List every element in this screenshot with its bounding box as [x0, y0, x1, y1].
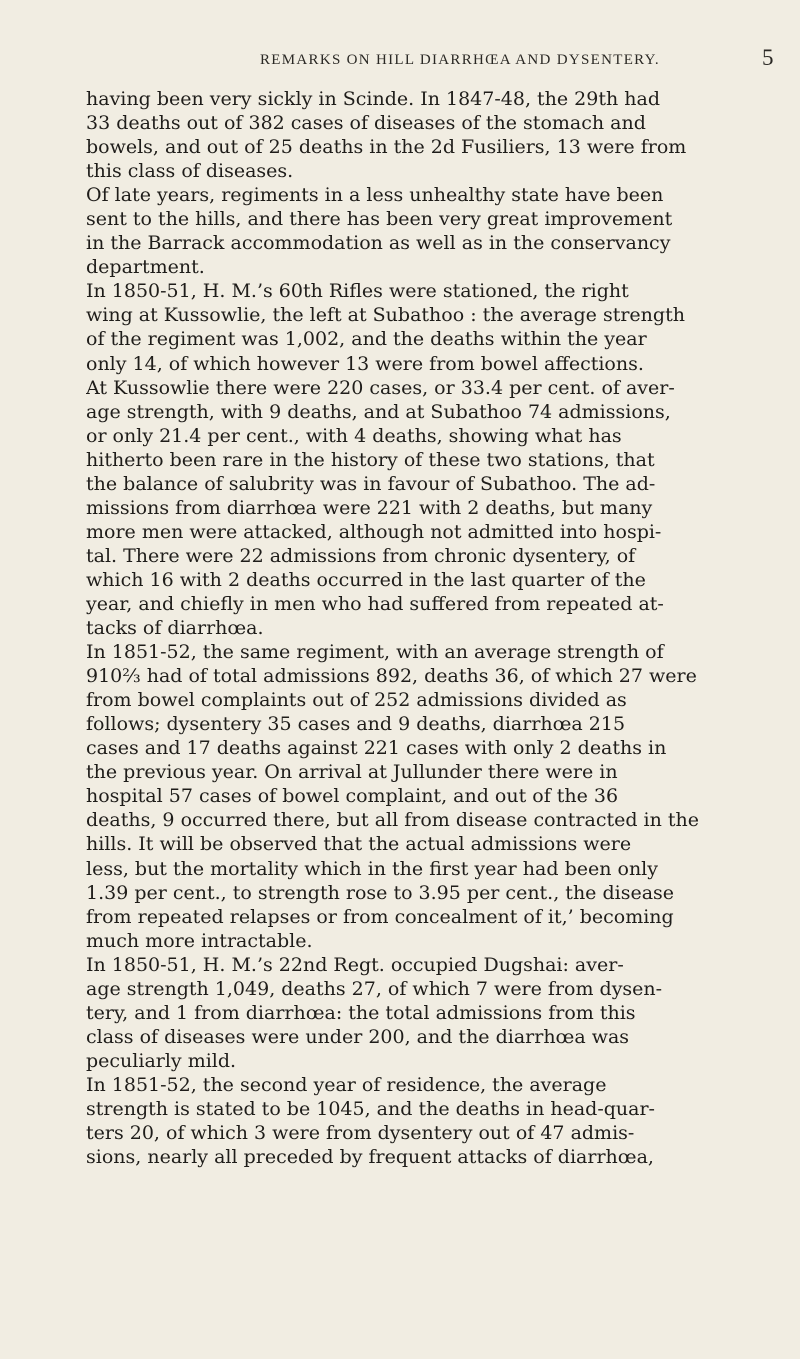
text-line: age strength 1,049, deaths 27, of which 7 were from dysen-: [86, 977, 663, 1000]
text-line: which 16 with 2 deaths occurred in the last quarter of the: [86, 568, 646, 591]
text-line: much more intractable.: [86, 929, 313, 952]
text-line: tery, and 1 from diarrhœa: the total admissions from this: [86, 1001, 636, 1024]
text-line: less, but the mortality which in the first year had been only: [86, 857, 658, 880]
text-line: tal. There were 22 admissions from chronic dysentery, of: [86, 544, 636, 567]
text-line: In 1850-51, H. M.’s 22nd Regt. occupied Dugshai: aver-: [86, 953, 624, 976]
text-line: Of late years, regiments in a less unhealthy state have been: [86, 184, 664, 207]
text-line: cases and 17 deaths against 221 cases with only 2 deaths in: [86, 737, 667, 760]
text-line: from repeated relapses or from concealment of it,’ becoming: [86, 905, 674, 928]
text-line: department.: [86, 256, 205, 279]
text-line: 33 deaths out of 382 cases of diseases of the stomach and: [86, 112, 646, 135]
text-line: the previous year. On arrival at Jullunder there were in: [86, 761, 618, 784]
text-line: more men were attacked, although not admitted into hospi-: [86, 520, 662, 543]
text-line: In 1851-52, the same regiment, with an average strength of: [86, 641, 664, 664]
text-line: hospital 57 cases of bowel complaint, and out of the 36: [86, 785, 619, 808]
text-line: 910⅔ had of total admissions 892, deaths 36, of which 27 were: [86, 665, 697, 688]
text-line: missions from diarrhœa were 221 with 2 deaths, but many: [86, 496, 653, 519]
text-line: follows; dysentery 35 cases and 9 deaths, diarrhœa 215: [86, 713, 626, 736]
text-line: hitherto been rare in the history of these two stations, that: [86, 448, 655, 471]
body-text: [86, 87, 766, 1169]
text-line: bowels, and out of 25 deaths in the 2d Fusiliers, 13 were from: [86, 136, 687, 159]
text-line: or only 21.4 per cent., with 4 deaths, showing what has: [86, 424, 622, 447]
text-line: sent to the hills, and there has been very great improvement: [86, 208, 673, 231]
text-line: this class of diseases.: [86, 160, 294, 183]
running-head: REMARKS ON HILL DIARRHŒA AND DYSENTERY.: [260, 52, 660, 68]
text-line: deaths, 9 occurred there, but all from disease contracted in the: [86, 809, 700, 832]
text-line: strength is stated to be 1045, and the deaths in head-quar-: [86, 1097, 655, 1120]
text-line: year, and chiefly in men who had suffered from repeated at-: [86, 592, 664, 615]
text-line: from bowel complaints out of 252 admissions divided as: [86, 689, 627, 712]
text-line: wing at Kussowlie, the left at Subathoo : the average strength: [86, 304, 685, 327]
text-line: In 1850-51, H. M.’s 60th Rifles were stationed, the right: [86, 280, 629, 303]
text-line: the balance of salubrity was in favour of Subathoo. The ad-: [86, 472, 656, 495]
text-line: At Kussowlie there were 220 cases, or 33.4 per cent. of aver-: [86, 376, 675, 399]
text-line: ters 20, of which 3 were from dysentery out of 47 admis-: [86, 1122, 635, 1145]
text-line: age strength, with 9 deaths, and at Subathoo 74 admissions,: [86, 400, 671, 423]
text-line: sions, nearly all preceded by frequent attacks of diarrhœa,: [86, 1146, 654, 1169]
text-line: In 1851-52, the second year of residence, the average: [86, 1073, 607, 1096]
text-line: of the regiment was 1,002, and the deaths within the year: [86, 328, 647, 351]
page-number: 5: [762, 45, 774, 70]
text-line: only 14, of which however 13 were from bowel affections.: [86, 352, 644, 375]
text-line: peculiarly mild.: [86, 1049, 237, 1072]
text-line: in the Barrack accommodation as well as in the conservancy: [86, 232, 671, 255]
text-line: hills. It will be observed that the actual admissions were: [86, 833, 632, 856]
text-line: tacks of diarrhœa.: [86, 617, 264, 640]
text-line: having been very sickly in Scinde. In 1847-48, the 29th had: [86, 88, 660, 110]
text-line: 1.39 per cent., to strength rose to 3.95 per cent., the disease: [86, 881, 675, 904]
text-line: class of diseases were under 200, and the diarrhœa was: [86, 1025, 630, 1048]
